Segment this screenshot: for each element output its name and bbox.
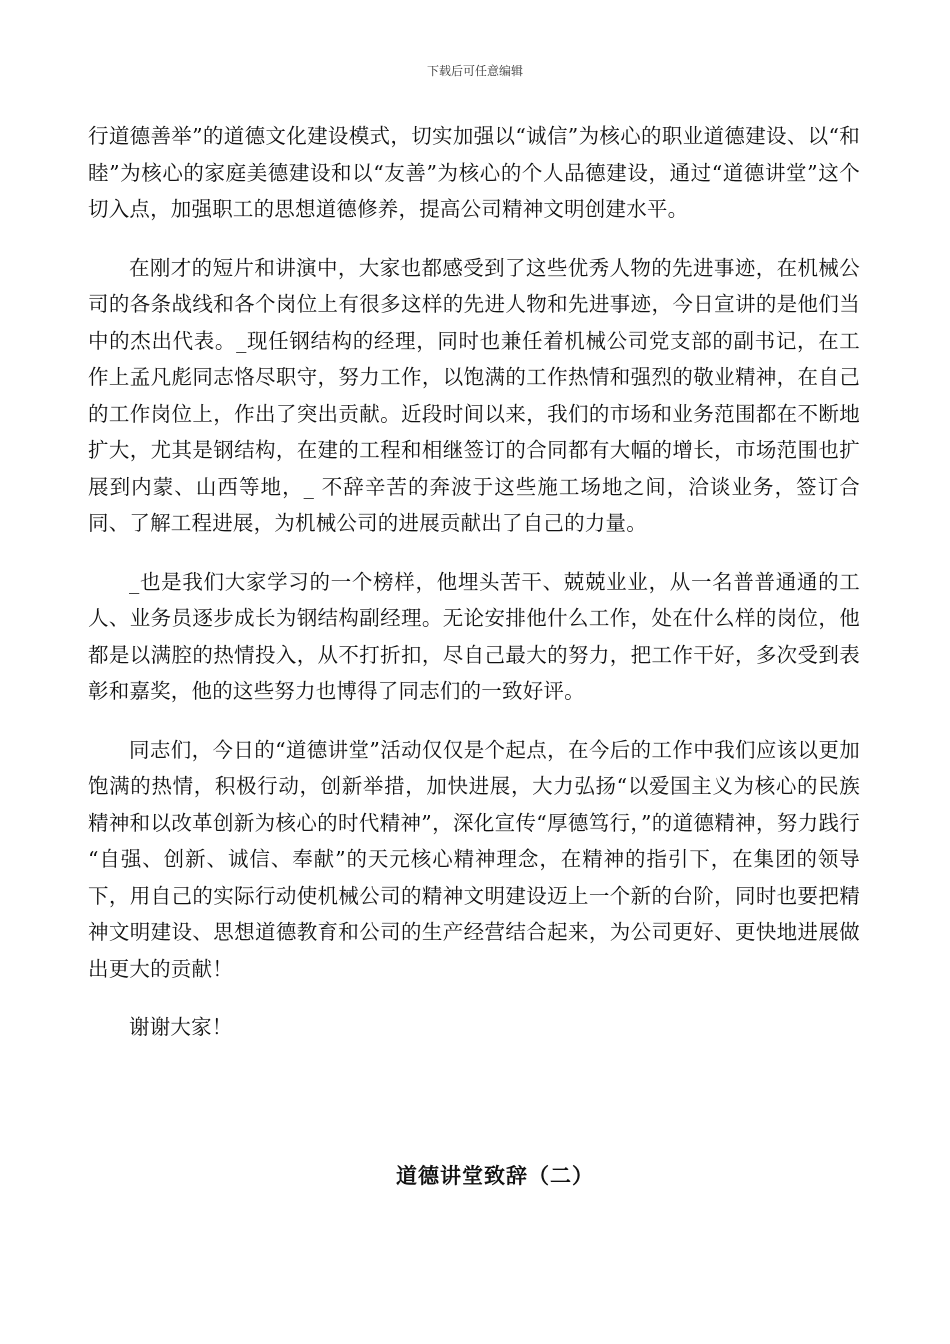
document-body [88, 118, 860, 1068]
section-title: 道德讲堂致辞（二） [396, 1163, 594, 1188]
paragraph-1: 行道德善举”的道德文化建设模式，切实加强以“诚信”为核心的职业道德建设、以“和睦”为核心的家庭美德建设和以“友善”为核心的个人品德建设，通过“道德讲堂”这个切入点，加强职工的思想道德修养，提高公司精神文明创建水平。 [88, 124, 860, 221]
paragraph-5: 谢谢大家！ [129, 1015, 233, 1039]
paragraph-4: 同志们，今日的“道德讲堂”活动仅仅是个起点，在今后的工作中我们应该以更加饱满的热情，积极行动，创新举措，加快进展，大力弘扬“以爱国主义为核心的民族精神和以改革创新为核心的时代精神”，深化宣传“厚德笃行，”的道德精神，努力践行 “自强、创新、诚信、奉献”的天元核心精神理念，在精神的指引下，在集团的领导下，用自己的实际行动使机械公司的精神文明建设迈上一个新的台阶，同时也要把精神文明建设、思想道德教育和公司的生产经营结合起来，为公司更好、更快地进展做出更大的贡献！ [88, 737, 860, 981]
paragraph-2: 在刚才的短片和讲演中，大家也都感受到了这些优秀人物的先进事迹，在机械公司的各条战线和各个岗位上有很多这样的先进人物和先进事迹，今日宣讲的是他们当中的杰出代表。_现任钢结构的经理，同时也兼任着机械公司党支部的副书记，在工作上孟凡彪同志恪尽职守，努力工作，以饱满的工作热情和强烈的敬业精神，在自己的工作岗位上，作出了突出贡献。近段时间以来，我们的市场和业务范围都在不断地扩大，尤其是钢结构，在建的工程和相继签订的合同都有大幅的增长，市场范围也扩展到内蒙、山西等地，_ 不辞辛苦的奔波于这些施工场地之间，洽谈业务，签订合同、了解工程进展，为机械公司的进展贡献出了自己的力量。 [88, 255, 860, 535]
header-note: 下载后可任意编辑 [426, 64, 523, 78]
paragraph-3: _也是我们大家学习的一个榜样，他埋头苦干、兢兢业业，从一名普普通通的工人、业务员逐步成长为钢结构副经理。无论安排他什么工作，处在什么样的岗位，他都是以满腔的热情投入，从不打折扣，尽自己最大的努力，把工作干好，多次受到表彰和嘉奖，他的这些努力也博得了同志们的一致好评。 [88, 569, 860, 703]
